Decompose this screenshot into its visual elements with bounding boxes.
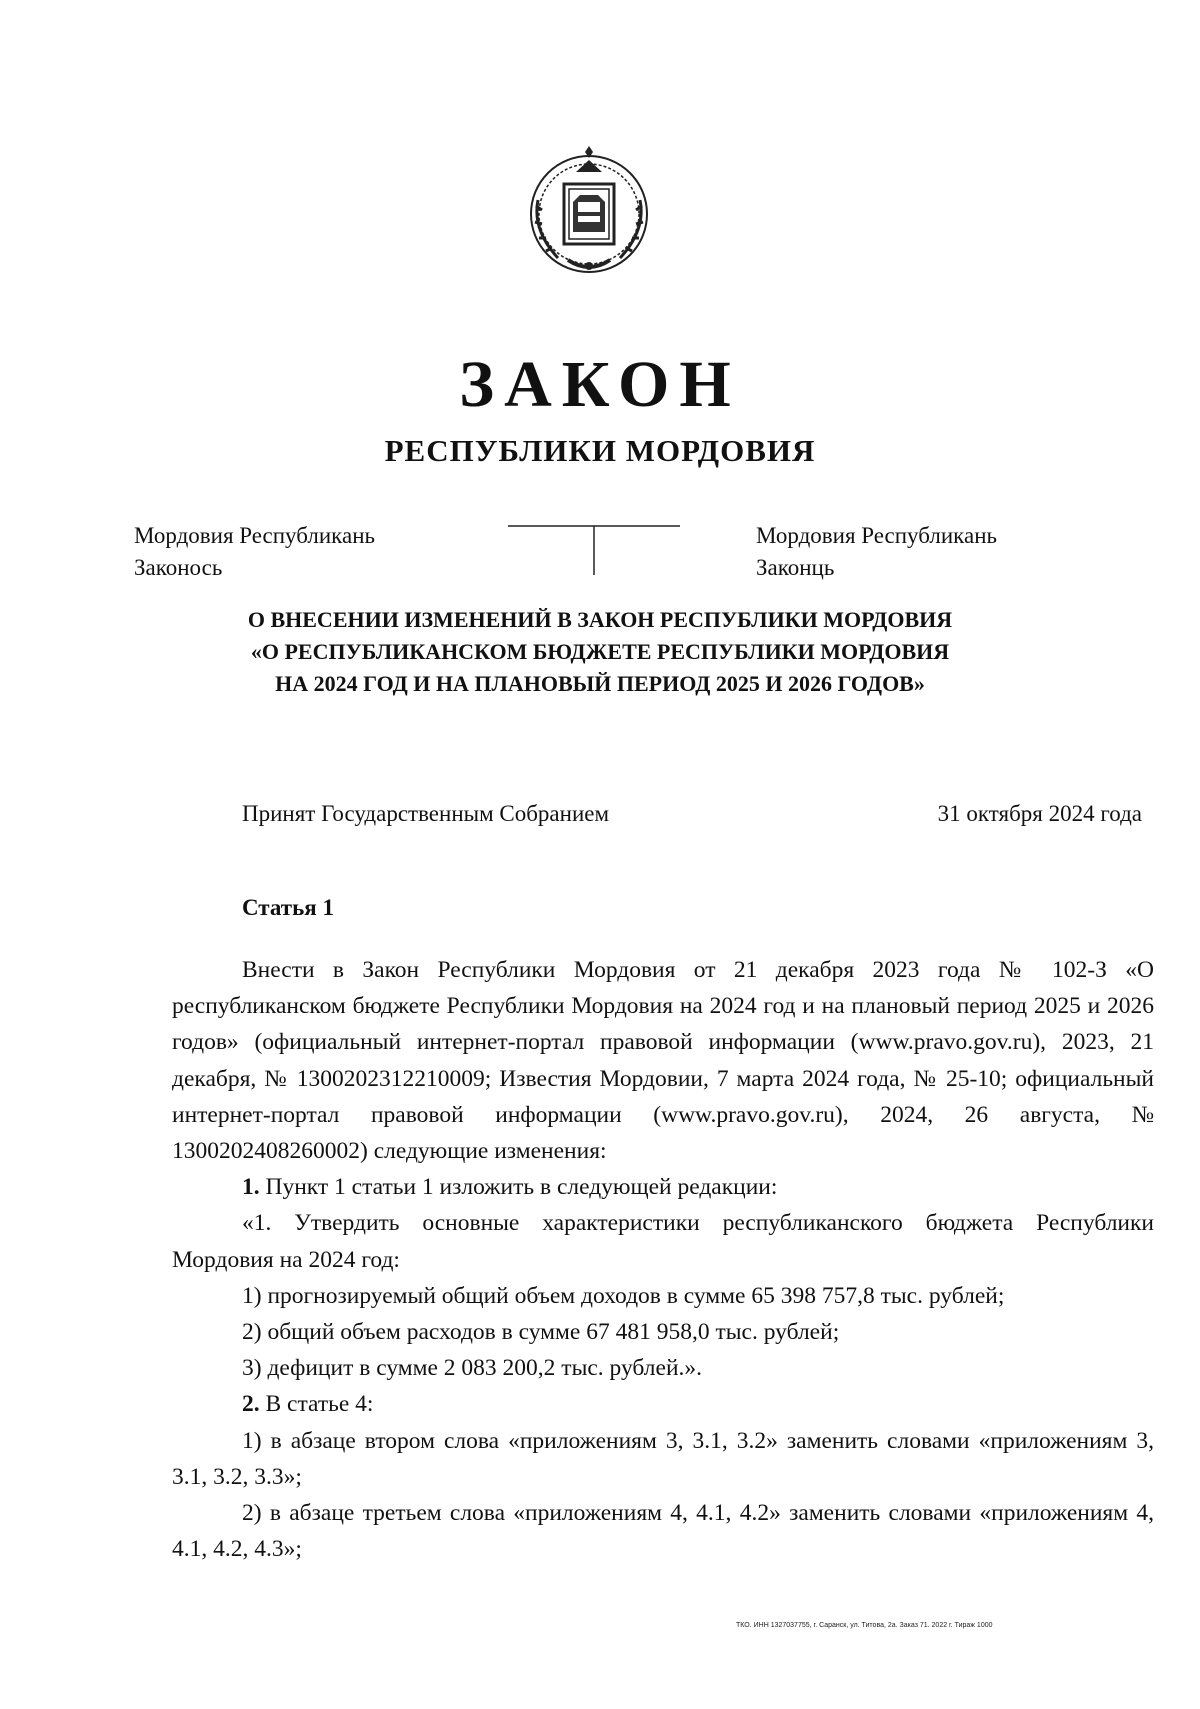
- clause-2-text: В статье 4:: [259, 1391, 374, 1418]
- article-title: Статья 1: [242, 895, 334, 920]
- left-title-line-1: Мордовия Республикань: [134, 523, 376, 548]
- adoption-date: 31 октября 2024 года: [937, 801, 1142, 826]
- heading-line-2: «О РЕСПУБЛИКАНСКОМ БЮДЖЕТЕ РЕСПУБЛИКИ МОРДОВИЯ: [250, 639, 950, 664]
- article-intro: Внести в Закон Республики Мордовия от 21 декабря 2023 года № 102-З «О республиканском бюджете Республики Мордовия на 2024 год и на плановый период 2025 и 2026 годов» (официальный интернет-портал правовой информации (www.pravo.gov.ru), 2023, 21 декабря, № 1300202312210009; Известия Мордовии, 7 марта 2024 года, № 25-10; официальный интернет-портал правовой информации (www.pravo.gov.ru), 2024, 26 августа, № 1300202408260002) следующие изменения:: [172, 957, 1154, 1165]
- heading-line-3: НА 2024 ГОД И НА ПЛАНОВЫЙ ПЕРИОД 2025 И 2026 ГОДОВ»: [275, 671, 925, 696]
- right-title-line-2: Законць: [756, 555, 835, 580]
- clause-2-paragraph-a: 1) в абзаце втором слова «приложениям 3, 3.1, 3.2» заменить словами «приложениям 3, 3.1, 3.2, 3.3»;: [172, 1427, 1154, 1490]
- clause-1-paragraph-c: 2) общий объем расходов в сумме 67 481 958,0 тыс. рублей;: [242, 1319, 840, 1346]
- clause-1-text: Пункт 1 статьи 1 изложить в следующей редакции:: [259, 1174, 778, 1201]
- heading-line-1: О ВНЕСЕНИИ ИЗМЕНЕНИЙ В ЗАКОН РЕСПУБЛИКИ МОРДОВИЯ: [247, 607, 953, 632]
- clause-1-paragraph-b: 1) прогнозируемый общий объем доходов в сумме 65 398 757,8 тыс. рублей;: [242, 1282, 1005, 1309]
- clause-1-number: 1.: [242, 1174, 260, 1201]
- clause-1-paragraph-a: «1. Утвердить основные характеристики республиканского бюджета Республики Мордовия на 2024 год:: [172, 1210, 1154, 1273]
- adopted-by: Принят Государственным Собранием: [242, 801, 610, 826]
- header-divider: [508, 525, 680, 575]
- clause-1: [172, 1169, 1154, 1205]
- printer-footer: ТКО. ИНН 1327037755, г. Саранск, ул. Титова, 2а. Заказ 71. 2022 г. Тираж 1000: [736, 1622, 993, 1629]
- right-title-line-1: Мордовия Республикань: [756, 523, 998, 548]
- law-heading: [150, 604, 1050, 700]
- document-subtitle: РЕСПУБЛИКИ МОРДОВИЯ: [384, 433, 816, 468]
- clause-2: [172, 1386, 1154, 1422]
- left-title-line-2: Законось: [134, 555, 223, 580]
- right-erzya-title: [756, 520, 997, 584]
- document-title: ЗАКОН: [459, 348, 741, 421]
- left-moksha-title: [134, 520, 375, 584]
- coat-of-arms-emblem: [518, 140, 660, 282]
- clause-2-paragraph-b: 2) в абзаце третьем слова «приложениям 4, 4.1, 4.2» заменить словами «приложениям 4, 4.1, 4.2, 4.3»;: [172, 1500, 1154, 1563]
- clause-1-paragraph-d: 3) дефицит в сумме 2 083 200,2 тыс. рублей.».: [242, 1355, 703, 1382]
- article-body: [172, 952, 1154, 1567]
- clause-2-number: 2.: [242, 1391, 260, 1418]
